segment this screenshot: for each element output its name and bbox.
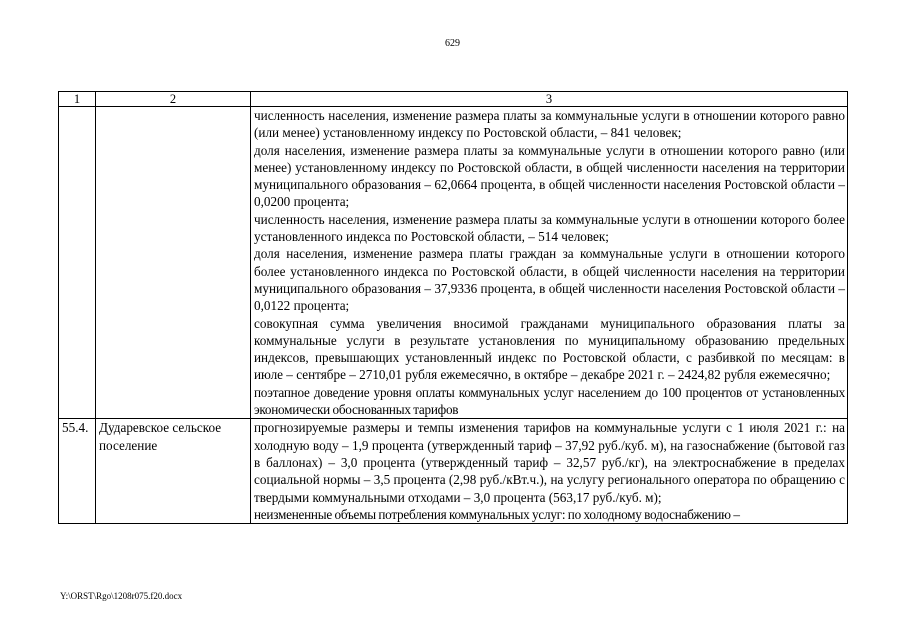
paragraph: численность населения, изменение размера платы за коммунальные услуги в отношении которого равно (или менее) установленному индексу по Ростовской области, – 841 человек; [254, 108, 845, 141]
file-path-footer: Y:\ORST\Rgo\1208r075.f20.docx [60, 591, 183, 601]
table-row [59, 419, 848, 524]
paragraph: доля населения, изменение размера платы за коммунальные услуги в отношении которого равно (или менее) установленному индексу по Ростовской области, в общей численности населения на территории муниципального образования – 62,0664 процента, в общей численности населения Ростовской области – 0,0200 процента; [254, 142, 845, 210]
paragraph: доля населения, изменение размера платы граждан за коммунальные услуги в отношении которого более установленного индекса по Ростовской области, в общей численности населения на территории муниципального образования – 37,9336 процента, в общей численности населения Ростовской области – 0,0122 процента; [254, 246, 845, 314]
paragraph: численность населения, изменение размера платы за коммунальные услуги в отношении которого более установленного индекса по Ростовской области, – 514 человек; [254, 211, 845, 245]
row-number: 55.4. [59, 419, 96, 524]
table-header-row [59, 92, 848, 107]
data-table [58, 91, 848, 524]
paragraph: совокупная сумма увеличения вносимой гражданами муниципального образования платы за коммунальные услуги в результате установления по муниципальному образованию предельных индексов, превышающих установленный индекс по Ростовской области, с разбивкой по месяцам: в июле – сентябре – 2710,01 рубля ежемесячно, в октябре – декабре 2021 г. – 2424,82 рубля ежемесячно; [254, 315, 845, 383]
row-content [251, 107, 848, 419]
header-col-1: 1 [59, 92, 96, 107]
page-number: 629 [445, 38, 460, 49]
paragraph: прогнозируемые размеры и темпы изменения тарифов на коммунальные услуги с 1 июля 2021 г.: на холодную воду – 1,9 процента (утвержденный тариф – 37,92 руб./куб. м), на газоснабжение (бытовой газ в баллонах) – 3,0 процента (утвержденный тариф – 32,57 руб./кг), на электроснабжение в пределах социальной нормы – 3,5 процента (2,98 руб./кВт.ч.), на услугу регионального оператора по обращению с твердыми коммунальными отходами – 3,0 процента (563,17 руб./куб. м); [254, 420, 845, 505]
settlement-name [96, 107, 251, 419]
header-col-3: 3 [251, 92, 848, 107]
row-content [251, 419, 848, 524]
paragraph: неизмененные объемы потребления коммунальных услуг: по холодному водоснабжению – [254, 506, 740, 522]
table-row [59, 107, 848, 419]
header-col-2: 2 [96, 92, 251, 107]
row-number [59, 107, 96, 419]
paragraph: поэтапное доведение уровня оплаты коммунальных услуг населением до 100 процентов от установленных экономически обоснованных тарифов [254, 384, 845, 418]
settlement-name: Дударевское сельское поселение [96, 419, 251, 524]
